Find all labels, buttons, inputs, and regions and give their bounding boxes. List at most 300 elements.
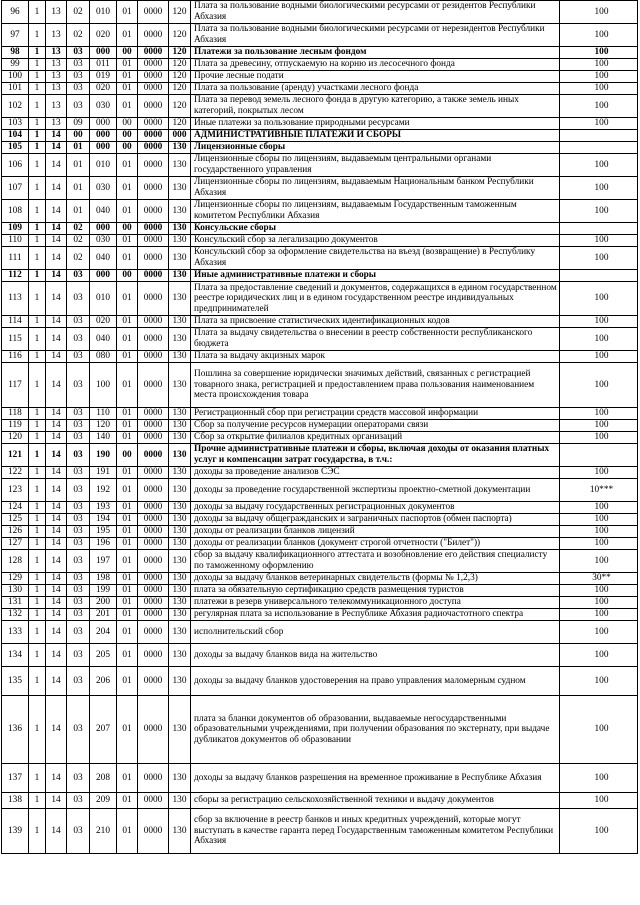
code-article-cell: 02 [67,1,90,24]
table-row [2,585,638,597]
row-number-cell: 127 [2,538,29,550]
code-program-cell: 0000 [138,83,169,95]
code-subgroup-cell: 14 [46,270,67,282]
row-number-cell: 121 [2,444,29,467]
code-group-cell: 1 [29,223,46,235]
code-subarticle-cell: 010 [90,154,117,177]
table-row [2,235,638,247]
code-element-cell: 01 [117,235,138,247]
code-subarticle-cell: 110 [90,408,117,420]
code-subarticle-cell: 011 [90,59,117,71]
code-program-cell: 0000 [138,526,169,538]
code-program-cell: 0000 [138,432,169,444]
code-subgroup-cell: 14 [46,408,67,420]
code-group-cell: 1 [29,177,46,200]
code-element-cell: 01 [117,282,138,316]
code-subgroup-cell: 14 [46,502,67,514]
code-group-cell: 1 [29,609,46,621]
code-economic-cell: 130 [169,328,191,351]
code-economic-cell: 120 [169,83,191,95]
percentage-cell: 100 [560,467,638,479]
code-economic-cell: 130 [169,696,191,764]
code-economic-cell: 130 [169,363,191,408]
revenue-name-cell: Лицензионные сборы по лицензиям, выдаваемым Национальным банком Республики Абхазия [191,177,560,200]
code-element-cell: 01 [117,644,138,667]
code-subgroup-cell: 14 [46,467,67,479]
table-row [2,71,638,83]
row-number-cell: 112 [2,270,29,282]
code-program-cell: 0000 [138,235,169,247]
code-element-cell: 01 [117,408,138,420]
code-group-cell: 1 [29,316,46,328]
code-element-cell: 01 [117,247,138,270]
table-row [2,597,638,609]
code-group-cell: 1 [29,142,46,154]
code-article-cell: 03 [67,363,90,408]
code-economic-cell: 130 [169,282,191,316]
code-article-cell: 03 [67,538,90,550]
row-number-cell: 105 [2,142,29,154]
code-subarticle-cell: 207 [90,696,117,764]
percentage-cell: 100 [560,83,638,95]
code-program-cell: 0000 [138,502,169,514]
table-row [2,420,638,432]
percentage-cell: 100 [560,59,638,71]
code-economic-cell: 130 [169,514,191,526]
code-subgroup-cell: 14 [46,793,67,809]
code-subarticle-cell: 040 [90,200,117,223]
code-article-cell: 01 [67,142,90,154]
code-group-cell: 1 [29,83,46,95]
code-group-cell: 1 [29,59,46,71]
percentage-cell: 100 [560,235,638,247]
code-economic-cell: 130 [169,154,191,177]
code-program-cell: 0000 [138,154,169,177]
revenue-name-cell: Плата за предоставление сведений и документов, содержащихся в едином государственном реестре юридических лиц и в едином государственном реестре индивидуальных предпринимателей [191,282,560,316]
percentage-cell [560,444,638,467]
row-number-cell: 134 [2,644,29,667]
table-row [2,444,638,467]
code-article-cell: 03 [67,432,90,444]
code-program-cell: 0000 [138,118,169,130]
row-number-cell: 113 [2,282,29,316]
code-element-cell: 01 [117,154,138,177]
code-subarticle-cell: 000 [90,223,117,235]
code-subgroup-cell: 14 [46,621,67,644]
row-number-cell: 118 [2,408,29,420]
code-subgroup-cell: 13 [46,118,67,130]
code-article-cell: 03 [67,479,90,502]
revenue-name-cell: Лицензионные сборы по лицензиям, выдаваемым центральными органами государственного управления [191,154,560,177]
code-element-cell: 01 [117,328,138,351]
table-row [2,154,638,177]
percentage-cell: 100 [560,644,638,667]
table-row [2,696,638,764]
code-group-cell: 1 [29,793,46,809]
table-row [2,130,638,142]
code-article-cell: 03 [67,585,90,597]
code-subarticle-cell: 040 [90,247,117,270]
percentage-cell: 100 [560,118,638,130]
table-row [2,526,638,538]
code-economic-cell: 130 [169,177,191,200]
table-row [2,351,638,363]
row-number-cell: 126 [2,526,29,538]
percentage-cell: 30** [560,573,638,585]
code-program-cell: 0000 [138,363,169,408]
budget-classification-table [1,0,638,854]
code-article-cell: 03 [67,351,90,363]
code-element-cell: 01 [117,363,138,408]
code-subgroup-cell: 13 [46,24,67,47]
table-row [2,550,638,573]
code-economic-cell: 130 [169,270,191,282]
percentage-cell: 100 [560,408,638,420]
code-program-cell: 0000 [138,24,169,47]
code-economic-cell: 130 [169,235,191,247]
code-program-cell: 0000 [138,316,169,328]
code-program-cell: 0000 [138,538,169,550]
table-row [2,609,638,621]
code-element-cell: 01 [117,667,138,696]
code-subgroup-cell: 14 [46,154,67,177]
percentage-cell: 100 [560,793,638,809]
code-economic-cell: 130 [169,142,191,154]
code-program-cell: 0000 [138,573,169,585]
code-group-cell: 1 [29,644,46,667]
revenue-name-cell: Консульский сбор за оформление свидетельства на въезд (возвращение) в Республику Абхазия [191,247,560,270]
revenue-name-cell: Плата за пользование (аренду) участками лесного фонда [191,83,560,95]
row-number-cell: 108 [2,200,29,223]
code-subgroup-cell: 14 [46,764,67,793]
row-number-cell: 114 [2,316,29,328]
code-economic-cell: 130 [169,247,191,270]
code-subarticle-cell: 000 [90,118,117,130]
row-number-cell: 101 [2,83,29,95]
revenue-name-cell: доходы за выдачу государственных регистрационных документов [191,502,560,514]
code-article-cell: 03 [67,83,90,95]
code-program-cell: 0000 [138,621,169,644]
row-number-cell: 123 [2,479,29,502]
code-subgroup-cell: 14 [46,479,67,502]
table-row [2,467,638,479]
percentage-cell: 100 [560,502,638,514]
row-number-cell: 119 [2,420,29,432]
code-group-cell: 1 [29,1,46,24]
code-program-cell: 0000 [138,764,169,793]
code-element-cell: 00 [117,444,138,467]
code-program-cell: 0000 [138,351,169,363]
table-row [2,142,638,154]
code-element-cell: 00 [117,223,138,235]
revenue-name-cell: Прочие административные платежи и сборы, включая доходы от оказания платных услуг и компенсации затрат государства, в т.ч.: [191,444,560,467]
percentage-cell [560,142,638,154]
revenue-name-cell: Платежи за пользование лесным фондом [191,47,560,59]
revenue-name-cell: доходы за выдачу бланков вида на жительство [191,644,560,667]
code-group-cell: 1 [29,328,46,351]
code-economic-cell: 130 [169,764,191,793]
code-article-cell: 03 [67,282,90,316]
code-program-cell: 0000 [138,130,169,142]
code-element-cell: 01 [117,764,138,793]
code-program-cell: 0000 [138,793,169,809]
code-group-cell: 1 [29,408,46,420]
code-group-cell: 1 [29,467,46,479]
code-economic-cell: 120 [169,118,191,130]
table-row [2,573,638,585]
table-row [2,764,638,793]
code-subarticle-cell: 100 [90,363,117,408]
percentage-cell: 100 [560,24,638,47]
code-economic-cell: 120 [169,24,191,47]
code-economic-cell: 120 [169,59,191,71]
table-row [2,59,638,71]
percentage-cell: 100 [560,432,638,444]
percentage-cell: 100 [560,47,638,59]
code-subarticle-cell: 030 [90,177,117,200]
code-economic-cell: 130 [169,585,191,597]
row-number-cell: 117 [2,363,29,408]
code-article-cell: 01 [67,154,90,177]
revenue-name-cell: Пошлина за совершение юридически значимых действий, связанных с регистрацией товарного знака, регистрацией и предоставлением права пользования наименованием места происхождения товара [191,363,560,408]
table-row [2,316,638,328]
revenue-name-cell: Лицензионные сборы по лицензиям, выдаваемым Государственным таможенным комитетом Республики Абхазия [191,200,560,223]
code-group-cell: 1 [29,550,46,573]
code-group-cell: 1 [29,479,46,502]
code-article-cell: 03 [67,644,90,667]
code-subarticle-cell: 193 [90,502,117,514]
code-program-cell: 0000 [138,408,169,420]
code-subarticle-cell: 196 [90,538,117,550]
code-subgroup-cell: 14 [46,316,67,328]
code-element-cell: 01 [117,696,138,764]
code-subarticle-cell: 205 [90,644,117,667]
code-element-cell: 01 [117,420,138,432]
code-program-cell: 0000 [138,696,169,764]
row-number-cell: 128 [2,550,29,573]
code-program-cell: 0000 [138,71,169,83]
code-subarticle-cell: 010 [90,1,117,24]
row-number-cell: 107 [2,177,29,200]
percentage-cell: 100 [560,550,638,573]
code-economic-cell: 130 [169,223,191,235]
row-number-cell: 103 [2,118,29,130]
code-element-cell: 01 [117,71,138,83]
row-number-cell: 138 [2,793,29,809]
code-economic-cell: 130 [169,502,191,514]
table-row [2,270,638,282]
code-program-cell: 0000 [138,467,169,479]
code-article-cell: 03 [67,696,90,764]
code-program-cell: 0000 [138,200,169,223]
code-subarticle-cell: 000 [90,270,117,282]
code-subgroup-cell: 14 [46,585,67,597]
code-economic-cell: 130 [169,573,191,585]
code-program-cell: 0000 [138,420,169,432]
table-row [2,118,638,130]
code-group-cell: 1 [29,282,46,316]
code-element-cell: 01 [117,1,138,24]
percentage-cell: 100 [560,667,638,696]
code-group-cell: 1 [29,764,46,793]
code-group-cell: 1 [29,118,46,130]
code-subgroup-cell: 14 [46,130,67,142]
code-group-cell: 1 [29,696,46,764]
revenue-name-cell: Консульский сбор за легализацию документов [191,235,560,247]
percentage-cell: 100 [560,585,638,597]
code-economic-cell: 130 [169,644,191,667]
code-program-cell: 0000 [138,142,169,154]
percentage-cell: 100 [560,696,638,764]
code-subarticle-cell: 120 [90,420,117,432]
row-number-cell: 132 [2,609,29,621]
code-element-cell: 01 [117,550,138,573]
code-group-cell: 1 [29,351,46,363]
revenue-name-cell: Иные платежи за пользование природными ресурсами [191,118,560,130]
code-element-cell: 01 [117,526,138,538]
code-group-cell: 1 [29,24,46,47]
code-program-cell: 0000 [138,667,169,696]
code-program-cell: 0000 [138,328,169,351]
code-subgroup-cell: 14 [46,142,67,154]
code-subarticle-cell: 201 [90,609,117,621]
code-subarticle-cell: 010 [90,282,117,316]
table-row [2,514,638,526]
code-program-cell: 0000 [138,609,169,621]
code-subgroup-cell: 14 [46,573,67,585]
revenue-name-cell: исполнительский сбор [191,621,560,644]
code-element-cell: 01 [117,432,138,444]
code-article-cell: 03 [67,597,90,609]
percentage-cell: 100 [560,316,638,328]
percentage-cell [560,223,638,235]
code-article-cell: 03 [67,793,90,809]
code-element-cell: 01 [117,502,138,514]
row-number-cell: 111 [2,247,29,270]
table-row [2,223,638,235]
code-economic-cell: 130 [169,479,191,502]
code-article-cell: 03 [67,526,90,538]
table-row [2,1,638,24]
code-article-cell: 03 [67,467,90,479]
table-row [2,247,638,270]
table-row [2,47,638,59]
code-program-cell: 0000 [138,223,169,235]
row-number-cell: 137 [2,764,29,793]
code-subgroup-cell: 14 [46,597,67,609]
revenue-name-cell: Регистрационный сбор при регистрации средств массовой информации [191,408,560,420]
revenue-name-cell: Плата за выдачу свидетельства о внесении в реестр собственности республиканского бюджета [191,328,560,351]
code-subarticle-cell: 030 [90,235,117,247]
code-group-cell: 1 [29,809,46,854]
code-subarticle-cell: 210 [90,809,117,854]
code-article-cell: 03 [67,764,90,793]
row-number-cell: 125 [2,514,29,526]
revenue-name-cell: доходы за проведение государственной экспертизы проектно-сметной документации [191,479,560,502]
table-row [2,282,638,316]
row-number-cell: 102 [2,95,29,118]
code-subgroup-cell: 14 [46,363,67,408]
row-number-cell: 100 [2,71,29,83]
code-subgroup-cell: 14 [46,235,67,247]
code-subarticle-cell: 080 [90,351,117,363]
code-subgroup-cell: 13 [46,83,67,95]
code-element-cell: 01 [117,514,138,526]
code-subgroup-cell: 14 [46,696,67,764]
code-element-cell: 01 [117,200,138,223]
code-element-cell: 01 [117,809,138,854]
table-body [2,1,638,854]
code-subarticle-cell: 020 [90,316,117,328]
code-economic-cell: 130 [169,351,191,363]
revenue-name-cell: Сбор за получение ресурсов нумерации операторами связи [191,420,560,432]
code-element-cell: 01 [117,609,138,621]
percentage-cell: 100 [560,282,638,316]
code-article-cell: 02 [67,235,90,247]
row-number-cell: 98 [2,47,29,59]
percentage-cell: 100 [560,1,638,24]
percentage-cell [560,130,638,142]
percentage-cell: 100 [560,328,638,351]
code-subgroup-cell: 14 [46,538,67,550]
code-element-cell: 01 [117,467,138,479]
code-article-cell: 03 [67,667,90,696]
code-element-cell: 01 [117,83,138,95]
revenue-name-cell: Плата за пользование водными биологическими ресурсами от резидентов Республики Абхазия [191,1,560,24]
code-economic-cell: 130 [169,420,191,432]
code-element-cell: 01 [117,573,138,585]
code-subarticle-cell: 206 [90,667,117,696]
row-number-cell: 124 [2,502,29,514]
row-number-cell: 133 [2,621,29,644]
code-element-cell: 01 [117,793,138,809]
revenue-name-cell: Лицензионные сборы [191,142,560,154]
code-subarticle-cell: 192 [90,479,117,502]
code-group-cell: 1 [29,538,46,550]
code-element-cell: 01 [117,95,138,118]
code-article-cell: 03 [67,573,90,585]
row-number-cell: 115 [2,328,29,351]
code-program-cell: 0000 [138,59,169,71]
code-program-cell: 0000 [138,444,169,467]
table-row [2,200,638,223]
code-economic-cell: 130 [169,467,191,479]
code-article-cell: 02 [67,223,90,235]
percentage-cell: 100 [560,200,638,223]
percentage-cell: 100 [560,809,638,854]
revenue-name-cell: Консульские сборы [191,223,560,235]
table-row [2,328,638,351]
code-article-cell: 00 [67,130,90,142]
code-subarticle-cell: 019 [90,71,117,83]
revenue-name-cell: Плата за присвоение статистических идентификационных кодов [191,316,560,328]
percentage-cell: 100 [560,247,638,270]
code-subgroup-cell: 14 [46,809,67,854]
code-element-cell: 01 [117,621,138,644]
code-program-cell: 0000 [138,47,169,59]
row-number-cell: 99 [2,59,29,71]
row-number-cell: 104 [2,130,29,142]
row-number-cell: 135 [2,667,29,696]
code-subgroup-cell: 13 [46,71,67,83]
code-article-cell: 03 [67,444,90,467]
code-article-cell: 03 [67,514,90,526]
code-article-cell: 03 [67,809,90,854]
code-program-cell: 0000 [138,644,169,667]
revenue-name-cell: Плата за древесину, отпускаемую на корню из лесосечного фонда [191,59,560,71]
code-group-cell: 1 [29,514,46,526]
code-subarticle-cell: 140 [90,432,117,444]
